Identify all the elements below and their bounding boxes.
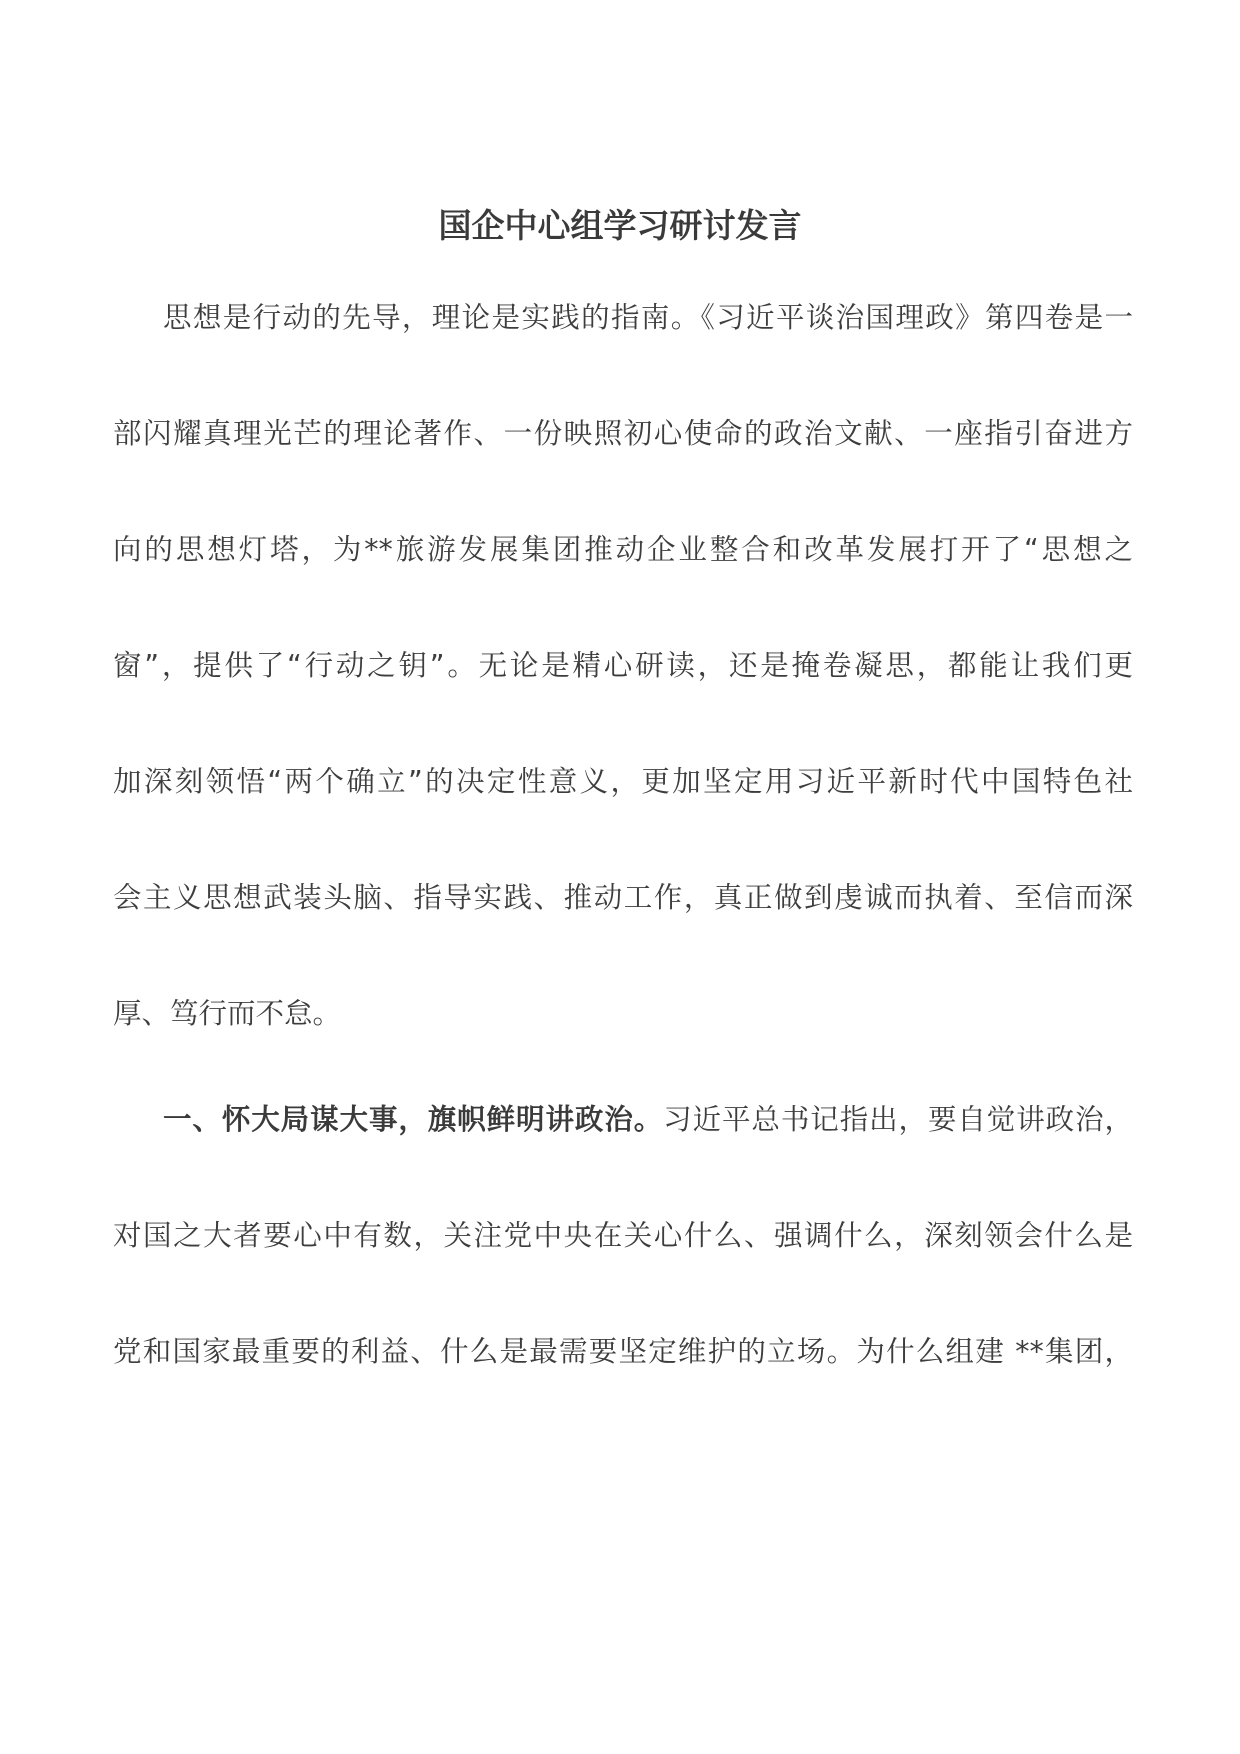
paragraph1-line: 部闪耀真理光芒的理论著作、一份映照初心使命的政治文献、一座指引奋进方 <box>113 417 1133 450</box>
paragraph1-line: 窗”，提供了“行动之钥”。无论是精心研读，还是掩卷凝思，都能让我们更 <box>113 649 1133 682</box>
paragraph1-line: 厚、笃行而不怠。 <box>113 997 342 1030</box>
paragraph1-line: 会主义思想武装头脑、指导实践、推动工作，真正做到虔诚而执着、至信而深 <box>113 881 1133 914</box>
paragraph1-line: 加深刻领悟“两个确立”的决定性意义，更加坚定用习近平新时代中国特色社 <box>113 765 1133 798</box>
document-title: 国企中心组学习研讨发言 <box>438 206 802 245</box>
section-heading: 一、怀大局谋大事，旗帜鲜明讲政治。 <box>163 1103 664 1136</box>
paragraph1-line: 向的思想灯塔，为**旅游发展集团推动企业整合和改革发展打开了“思想之 <box>113 533 1133 566</box>
paragraph2-text: 习近平总书记指出，要自觉讲政治， <box>663 1103 1133 1136</box>
paragraph2-line: 党和国家最重要的利益、什么是最需要坚定维护的立场。为什么组建 **集团， <box>113 1335 1133 1368</box>
paragraph1-line: 思想是行动的先导，理论是实践的指南。《习近平谈治国理政》第四卷是一 <box>163 301 1133 334</box>
paragraph2-first-line <box>163 1100 1133 1140</box>
paragraph2-line: 对国之大者要心中有数，关注党中央在关心什么、强调什么，深刻领会什么是 <box>113 1219 1133 1252</box>
